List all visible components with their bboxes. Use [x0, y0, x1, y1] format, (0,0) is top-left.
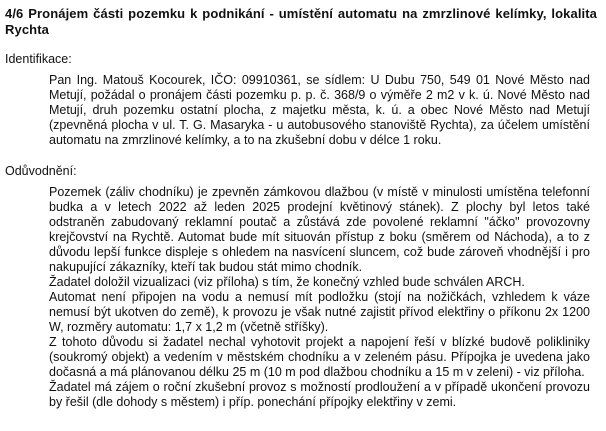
paragraph: Pan Ing. Matouš Kocourek, IČO: 09910361, se sídlem: U Dubu 750, 549 01 Nové Město nad Metují, požádal o pronájem části pozemku p. p. č. 368/9 o výměře 2 m2 v k. ú. Nové Město nad Metují, druh pozemku ostatní plocha, z majetku města, k. ú. a obec Nové Město nad Metují (zpevněná plocha v ul. T. G. Masaryka - u autobusového stanoviště Rychta), za účelem umístění automatu na zmrzlinové kelímky, a to na zkušební dobu v délce 1 roku.	[49, 73, 590, 147]
paragraph: Automat není připojen na vodu a nemusí mít podložku (stojí na nožičkách, vzhledem k váze nemusí být ukotven do země), k provozu je však nutné zajistit přívod elektřiny o příkonu 2x 1200 W, rozměry automatu: 1,7 x 1,2 m (včetně stříšky).	[49, 290, 590, 334]
section-label: Identifikace:	[5, 52, 72, 66]
paragraph: Žadatel má zájem o roční zkušební provoz s možností prodloužení a v případě ukončení provozu by řešil (dle dohody s městem) i příp. ponechání přípojky elektřiny v zemi.	[49, 380, 590, 409]
section-paragraphs	[49, 185, 590, 410]
section-label: Odůvodnění:	[5, 164, 77, 178]
section-paragraphs	[49, 73, 590, 148]
document-sections	[5, 52, 606, 410]
paragraph: Z tohoto důvodu si žadatel nechal vyhotovit projekt a napojení řeší v blízké budově polikliniky (soukromý objekt) a vedením v městském chodníku a v zeleném pásu. Přípojka je uvedena jako dočasná a má plánovanou délku 25 m (10 m pod dlažbou chodníku a 15 m v zeleni) - viz příloha.	[49, 335, 590, 379]
paragraph: Žadatel doložil vizualizaci (viz příloha) s tím, že konečný vzhled bude schválen ARCH.	[49, 275, 525, 289]
paragraph: Pozemek (záliv chodníku) je zpevněn zámkovou dlažbou (v místě v minulosti umístěna telefonní budka a v letech 2022 až leden 2025 prodejní květinový stánek). Z plochy byl letos také odstraněn zabudovaný reklamní poutač a zůstává zde povolené reklamní "áčko" provozovny krejčovství na Rychtě. Automat bude mít situován přístup z boku (směrem od Náchoda), a to z důvodu lepší funkce displeje s ohledem na nasvícení sluncem, což bude zároveň vhodnější i pro nakupující zákazníky, kteří tak budou stát mimo chodník.	[49, 185, 590, 274]
document-title: 4/6 Pronájem části pozemku k podnikání - umístění automatu na zmrzlinové kelímky, lokalita Rychta	[5, 6, 597, 37]
